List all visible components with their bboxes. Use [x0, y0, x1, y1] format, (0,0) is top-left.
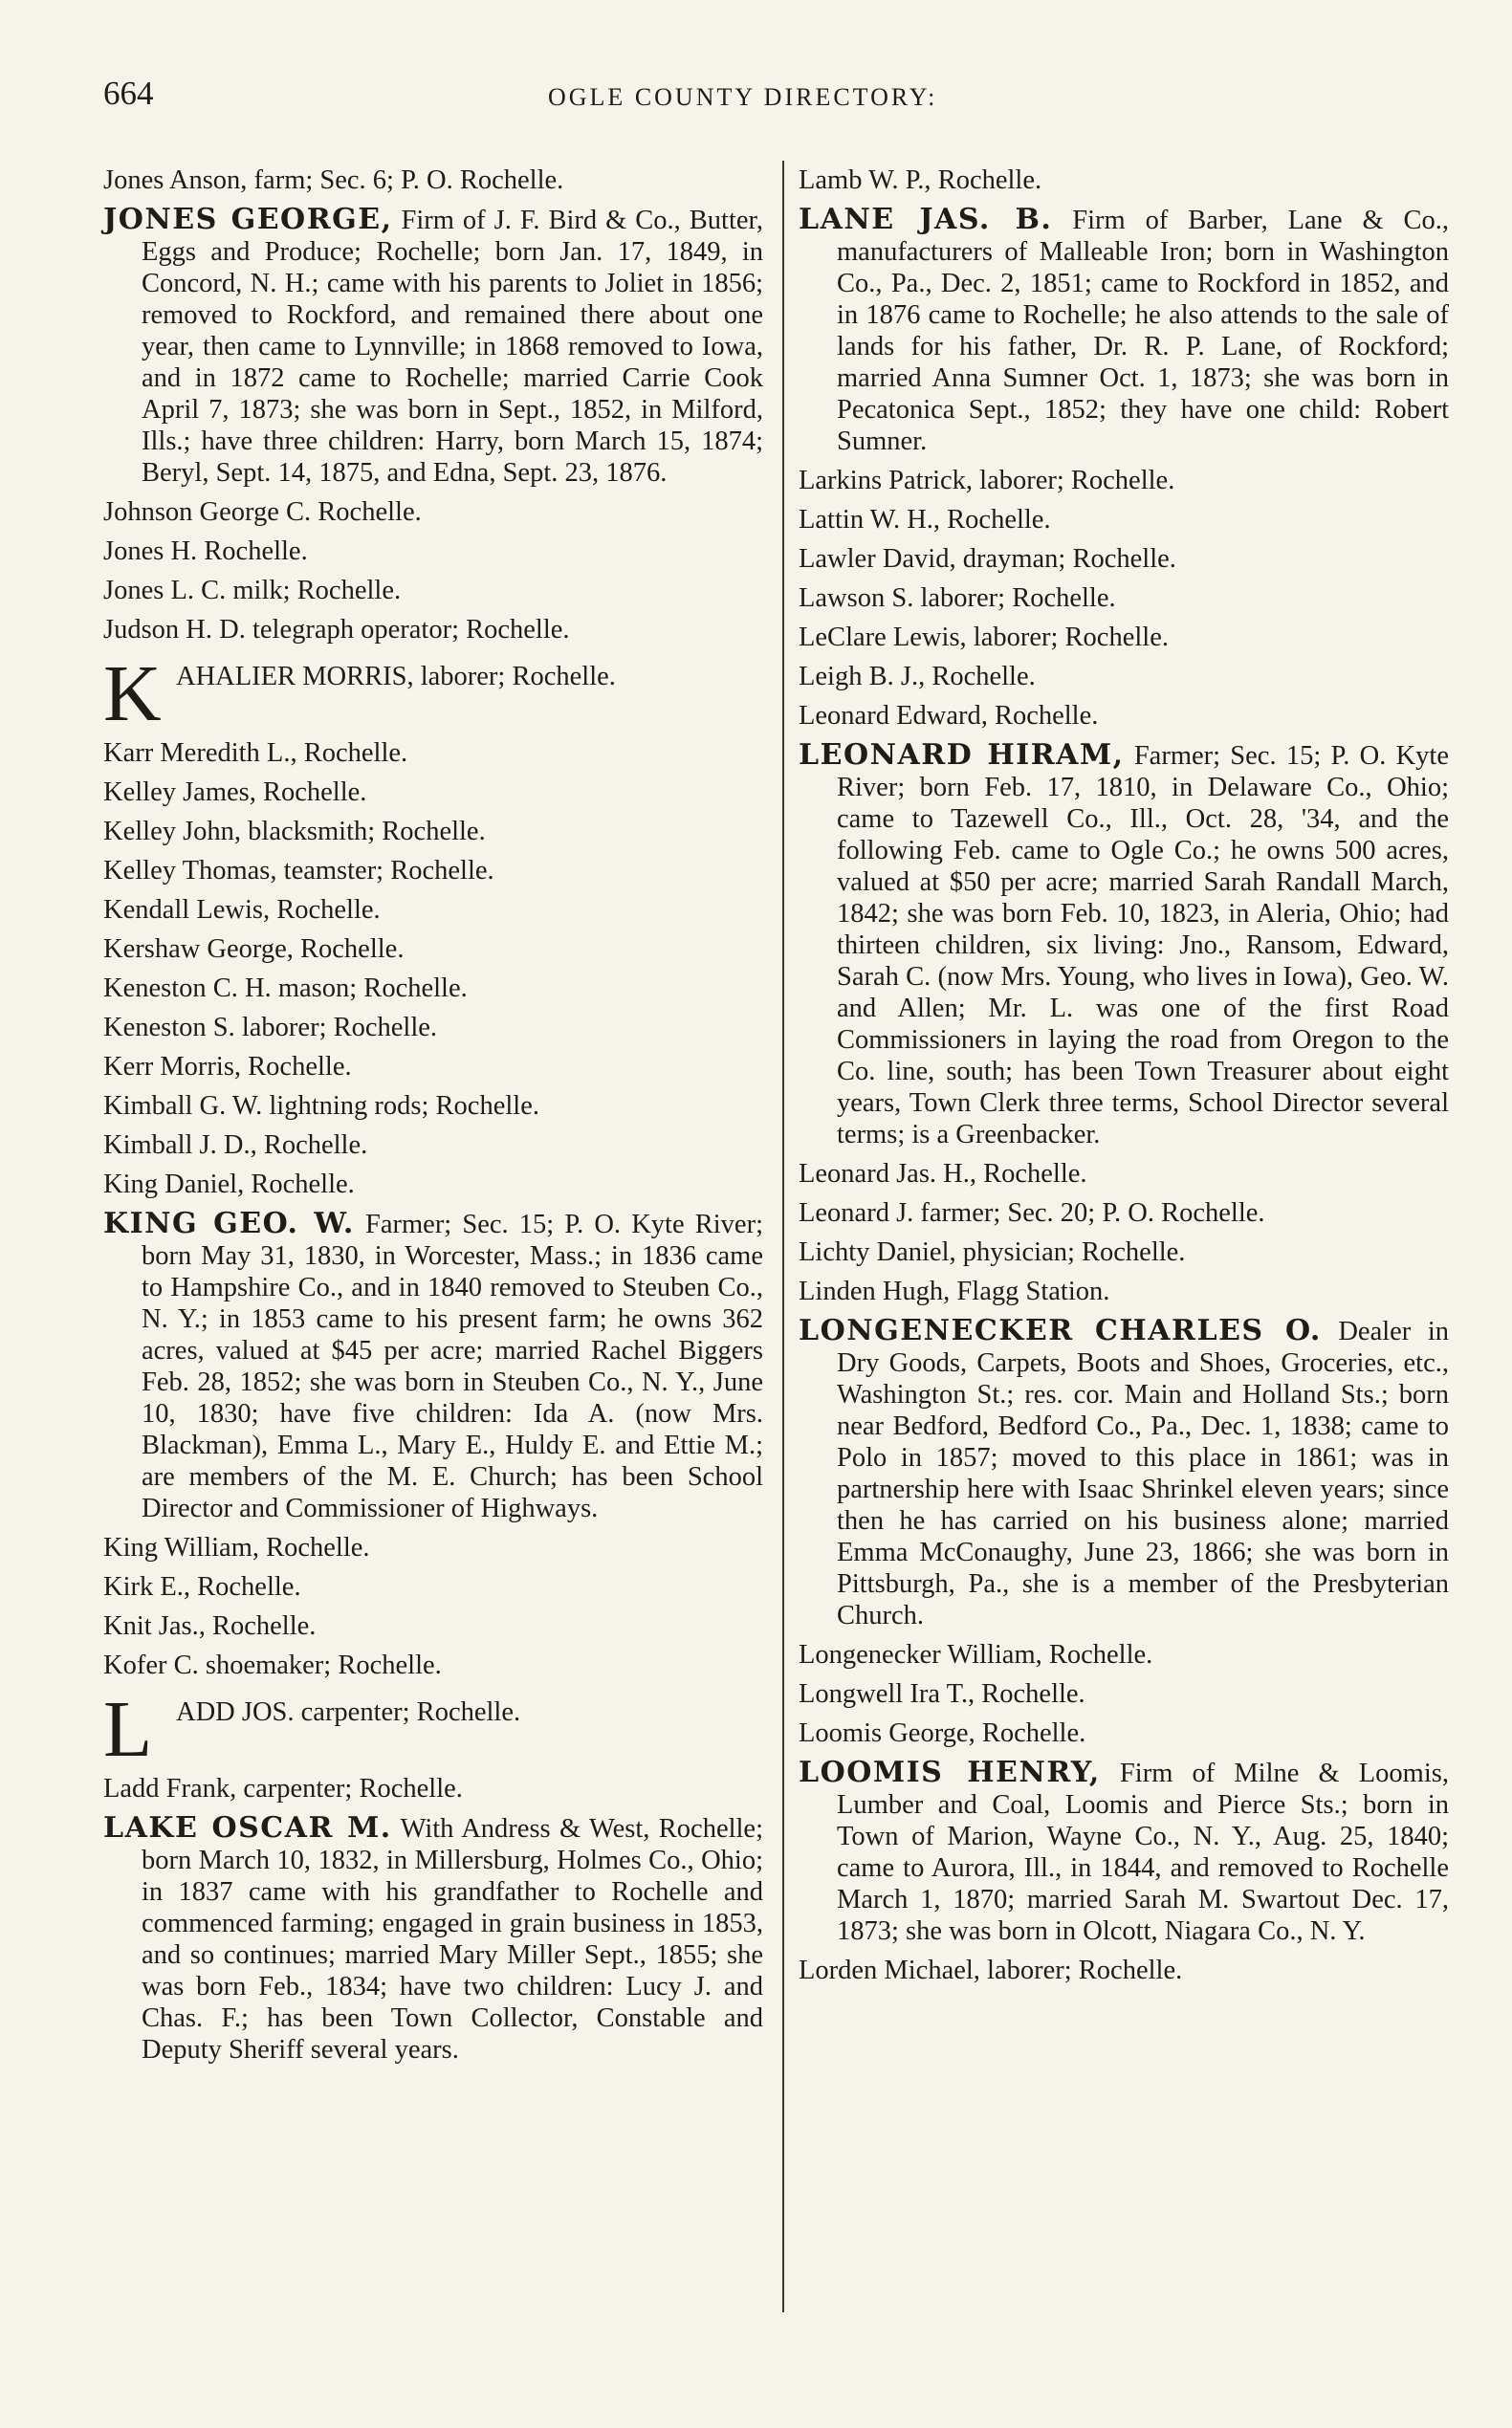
directory-entry: Kershaw George, Rochelle.: [103, 934, 405, 964]
directory-entry: Lichty Daniel, physician; Rochelle.: [799, 1237, 1186, 1267]
entry-name: JONES GEORGE,: [103, 203, 393, 236]
directory-entry: King Daniel, Rochelle.: [103, 1170, 355, 1199]
directory-entry: Lattin W. H., Rochelle.: [799, 505, 1051, 535]
right-column: [799, 164, 1449, 1994]
column-divider: [782, 161, 784, 2312]
drop-cap-letter: L: [103, 1685, 153, 1774]
entry-text: Farmer; Sec. 15; P. O. Kyte River; born May 31, 1830, in Worcester, Mass.; in 1836 came to Hampshire Co., and in 1840 removed to Steuben Co., N. Y.; in 1853 came to his present farm; he owns 362 acres, valued at $45 per acre; married Rachel Biggers Feb. 28, 1852; she was born in Steuben Co., N. Y., June 10, 1830; have five children: Ida A. (now Mrs. Blackman), Emma L., Mary E., Huldy E. and Ettie M.; are members of the M. E. Church; has been School Director and Commissioner of Highways.: [142, 1210, 763, 1523]
entry-text: Firm of J. F. Bird & Co., Butter, Eggs and Produce; Rochelle; born Jan. 17, 1849, in Concord, N. H.; came with his parents to Joliet in 1856; removed to Rockford, and remained there about one year, then came to Lynnville; in 1868 removed to Iowa, and in 1872 came to Rochelle; married Carrie Cook April 7, 1873; she was born in Sept., 1852, in Milford, Ills.; have three children: Harry, born March 15, 1874; Beryl, Sept. 14, 1875, and Edna, Sept. 23, 1876.: [142, 206, 763, 488]
entry-name: LANE JAS. B.: [799, 203, 1053, 236]
directory-entry: Kelley James, Rochelle.: [103, 777, 367, 807]
directory-entry: Larkins Patrick, laborer; Rochelle.: [799, 466, 1175, 495]
biography-entry: [799, 1315, 1449, 1631]
directory-entry: Kimball G. W. lightning rods; Rochelle.: [103, 1091, 539, 1121]
biography-entry: [799, 1757, 1449, 1947]
letter-section-start: [103, 649, 763, 738]
directory-entry: Longwell Ira T., Rochelle.: [799, 1679, 1085, 1709]
page-number: 664: [103, 75, 154, 112]
directory-entry: King William, Rochelle.: [103, 1533, 370, 1563]
biography-entry: [103, 1812, 763, 2066]
entry-text: With Andress & West, Rochelle; born March 10, 1832, in Millersburg, Holmes Co., Ohio; in 1837 came with his grandfather to Rochelle and commenced farming; engaged in grain business in 1853, and so continues; married Mary Miller Sept., 1855; she was born Feb., 1834; have two children: Lucy J. and Chas. F.; has been Town Collector, Constable and Deputy Sheriff several years.: [142, 1814, 764, 2065]
directory-entry: Kelley Thomas, teamster; Rochelle.: [103, 856, 494, 886]
directory-entry: Lamb W. P., Rochelle.: [799, 165, 1042, 195]
directory-entry: Johnson George C. Rochelle.: [103, 497, 422, 527]
directory-entry: Lorden Michael, laborer; Rochelle.: [799, 1956, 1183, 1985]
entry-name: LEONARD HIRAM,: [799, 738, 1125, 772]
letter-section-start: [103, 1685, 763, 1774]
directory-entry: Longenecker William, Rochelle.: [799, 1640, 1153, 1670]
entry-text: ADD JOS. carpenter; Rochelle.: [176, 1697, 521, 1727]
directory-entry: Kofer C. shoemaker; Rochelle.: [103, 1651, 442, 1680]
directory-entry: Keneston S. laborer; Rochelle.: [103, 1013, 438, 1042]
directory-entry: Knit Jas., Rochelle.: [103, 1611, 317, 1641]
directory-entry: Kimball J. D., Rochelle.: [103, 1130, 368, 1160]
directory-entry: Jones Anson, farm; Sec. 6; P. O. Rochelle.: [103, 165, 564, 195]
running-head: OGLE COUNTY DIRECTORY:: [548, 83, 938, 111]
directory-entry: Leonard Edward, Rochelle.: [799, 701, 1099, 731]
biography-entry: [103, 204, 763, 489]
entry-text: AHALIER MORRIS, laborer; Rochelle.: [176, 662, 616, 691]
biography-entry: [799, 739, 1449, 1150]
entry-text: Farmer; Sec. 15; P. O. Kyte River; born Feb. 17, 1810, in Delaware Co., Ohio; came to Tazewell Co., Ill., Oct. 28, '34, and the following Feb. came to Ogle Co.; he owns 500 acres, valued at $50 per acre; married Sarah Randall March, 1842; she was born Feb. 10, 1823, in Aleria, Ohio; had thirteen children, six living: Jno., Ransom, Edward, Sarah C. (now Mrs. Young, who lives in Iowa), Geo. W. and Allen; Mr. L. was one of the first Road Commissioners in laying the road from Oregon to the Co. line, south; has been Town Treasurer about eight years, Town Clerk three terms, School Director several terms; is a Greenbacker.: [837, 741, 1449, 1149]
directory-entry: Leonard Jas. H., Rochelle.: [799, 1159, 1087, 1189]
directory-entry: Lawson S. laborer; Rochelle.: [799, 583, 1116, 613]
drop-cap-letter: K: [103, 649, 162, 738]
directory-entry: Judson H. D. telegraph operator; Rochelle.: [103, 615, 570, 645]
page-header: [103, 75, 1442, 122]
entry-text: Dealer in Dry Goods, Carpets, Boots and Shoes, Groceries, etc., Washington St.; res. cor. Main and Holland Sts.; born near Bedford, Bedford Co., Pa., Dec. 1, 1838; came to Polo in 1857; moved to this place in 1861; was in partnership here with Isaac Shrinkel eleven years; since then he has carried on his business alone; married Emma McConaughy, June 23, 1866; she was born in Pittsburgh, Pa., she is a member of the Presbyterian Church.: [837, 1317, 1450, 1630]
directory-entry: Loomis George, Rochelle.: [799, 1718, 1086, 1748]
directory-entry: Ladd Frank, carpenter; Rochelle.: [103, 1774, 463, 1804]
biography-entry: [799, 204, 1449, 457]
entry-name: LAKE OSCAR M.: [103, 1811, 392, 1845]
directory-entry: Lawler David, drayman; Rochelle.: [799, 544, 1176, 574]
entry-name: LOOMIS HENRY,: [799, 1756, 1101, 1789]
entry-name: LONGENECKER CHARLES O.: [799, 1314, 1322, 1347]
left-column: [103, 164, 763, 2073]
directory-entry: Kirk E., Rochelle.: [103, 1572, 301, 1602]
directory-entry: Karr Meredith L., Rochelle.: [103, 738, 408, 768]
entry-text: Firm of Milne & Loomis, Lumber and Coal, Loomis and Pierce Sts.; born in Town of Marion, Wayne Co., N. Y., Aug. 25, 1840; came to Aurora, Ill., in 1844, and removed to Rochelle March 1, 1870; married Sarah M. Swartout Dec. 17, 1873; she was born in Olcott, Niagara Co., N. Y.: [837, 1759, 1449, 1946]
directory-entry: Leigh B. J., Rochelle.: [799, 662, 1036, 691]
directory-entry: Kerr Morris, Rochelle.: [103, 1052, 352, 1082]
biography-entry: [103, 1208, 763, 1524]
directory-entry: Jones L. C. milk; Rochelle.: [103, 576, 402, 605]
directory-entry: Kendall Lewis, Rochelle.: [103, 895, 381, 925]
directory-entry: Leonard J. farmer; Sec. 20; P. O. Rochelle.: [799, 1198, 1265, 1228]
directory-entry: Linden Hugh, Flagg Station.: [799, 1277, 1110, 1306]
directory-entry: Jones H. Rochelle.: [103, 536, 308, 566]
entry-text: Firm of Barber, Lane & Co., manufacturers of Malleable Iron; born in Washington Co., Pa., Dec. 2, 1851; came to Rockford in 1852, and in 1876 came to Rochelle; he also attends to the sale of lands for his father, Dr. R. P. Lane, of Rockford; married Anna Sumner Oct. 1, 1873; she was born in Pecatonica Sept., 1852; they have one child: Robert Sumner.: [837, 206, 1449, 456]
directory-entry: Keneston C. H. mason; Rochelle.: [103, 973, 468, 1003]
directory-entry: Kelley John, blacksmith; Rochelle.: [103, 817, 486, 846]
directory-entry: LeClare Lewis, laborer; Rochelle.: [799, 623, 1169, 652]
entry-name: KING GEO. W.: [103, 1207, 355, 1240]
